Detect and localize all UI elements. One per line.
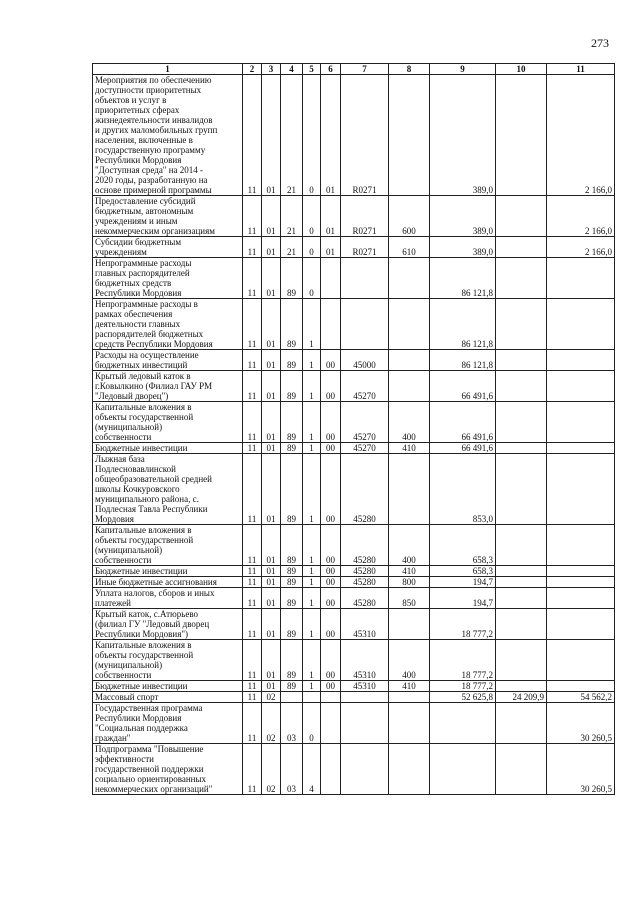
table-row xyxy=(93,609,615,640)
cell-amount-col10 xyxy=(496,744,547,795)
cell-amount-col9: 86 121,8 xyxy=(430,258,496,299)
cell-section: 11 xyxy=(243,443,262,454)
cell-event: 00 xyxy=(321,681,341,692)
cell-section: 11 xyxy=(243,454,262,525)
cell-amount-col9: 52 625,8 xyxy=(430,692,496,703)
table-row xyxy=(93,525,615,566)
cell-name: Капитальные вложения в объекты государственной (муниципальной) собственности xyxy=(93,640,243,681)
cell-section: 11 xyxy=(243,744,262,795)
cell-subsection: 01 xyxy=(262,371,281,402)
cell-program: 21 xyxy=(281,75,303,196)
cell-name: Государственная программа Республики Мордовия "Социальная поддержка граждан" xyxy=(93,703,243,744)
table-row xyxy=(93,350,615,371)
cell-name: Капитальные вложения в объекты государственной (муниципальной) собственности xyxy=(93,402,243,443)
cell-subprogram: 1 xyxy=(303,443,321,454)
cell-event: 01 xyxy=(321,196,341,237)
cell-subsection: 01 xyxy=(262,577,281,588)
cell-amount-col10 xyxy=(496,588,547,609)
cell-name: Подпрограмма "Повышение эффективности государственной поддержки социально ориентированных некоммерческих организаций" xyxy=(93,744,243,795)
cell-subsection: 01 xyxy=(262,237,281,258)
cell-amount-col9: 86 121,8 xyxy=(430,299,496,350)
cell-amount-col10 xyxy=(496,258,547,299)
table-row xyxy=(93,640,615,681)
cell-amount-col10: 24 209,9 xyxy=(496,692,547,703)
cell-amount-col11 xyxy=(547,371,615,402)
column-header: 2 xyxy=(243,64,262,75)
cell-event: 01 xyxy=(321,237,341,258)
cell-amount-col10 xyxy=(496,566,547,577)
table-row xyxy=(93,577,615,588)
cell-amount-col10 xyxy=(496,577,547,588)
cell-event: 00 xyxy=(321,640,341,681)
cell-amount-col11 xyxy=(547,609,615,640)
cell-name: Бюджетные инвестиции xyxy=(93,566,243,577)
cell-section: 11 xyxy=(243,350,262,371)
cell-expense-type: 410 xyxy=(389,566,430,577)
cell-target-article: 45310 xyxy=(341,681,389,692)
cell-amount-col11: 2 166,0 xyxy=(547,75,615,196)
cell-expense-type: 850 xyxy=(389,588,430,609)
cell-subsection: 01 xyxy=(262,609,281,640)
cell-subprogram: 0 xyxy=(303,258,321,299)
cell-program xyxy=(281,692,303,703)
cell-target-article: 45270 xyxy=(341,371,389,402)
cell-expense-type: 800 xyxy=(389,577,430,588)
cell-name: Капитальные вложения в объекты государственной (муниципальной) собственности xyxy=(93,525,243,566)
cell-amount-col10 xyxy=(496,237,547,258)
cell-program: 89 xyxy=(281,299,303,350)
cell-target-article xyxy=(341,299,389,350)
cell-target-article: 45310 xyxy=(341,640,389,681)
cell-program: 03 xyxy=(281,744,303,795)
cell-program: 89 xyxy=(281,681,303,692)
cell-target-article xyxy=(341,258,389,299)
cell-amount-col11 xyxy=(547,402,615,443)
column-header: 5 xyxy=(303,64,321,75)
budget-table xyxy=(92,63,615,795)
cell-subprogram: 1 xyxy=(303,525,321,566)
page-number: 273 xyxy=(591,36,609,50)
table-row xyxy=(93,703,615,744)
table-row xyxy=(93,454,615,525)
cell-expense-type: 600 xyxy=(389,196,430,237)
cell-event: 00 xyxy=(321,454,341,525)
cell-amount-col10 xyxy=(496,371,547,402)
cell-event xyxy=(321,258,341,299)
column-header: 9 xyxy=(430,64,496,75)
cell-amount-col10 xyxy=(496,402,547,443)
cell-event xyxy=(321,692,341,703)
table-row xyxy=(93,443,615,454)
cell-program: 03 xyxy=(281,703,303,744)
cell-program: 21 xyxy=(281,196,303,237)
cell-event: 00 xyxy=(321,371,341,402)
cell-subprogram xyxy=(303,692,321,703)
table-row xyxy=(93,237,615,258)
cell-subsection: 01 xyxy=(262,350,281,371)
cell-name: Крытый каток, с.Атюрьево (филиал ГУ "Ледовый дворец Республики Мордовия") xyxy=(93,609,243,640)
cell-name: Субсидии бюджетным учреждениям xyxy=(93,237,243,258)
cell-expense-type xyxy=(389,692,430,703)
cell-name: Массовый спорт xyxy=(93,692,243,703)
cell-amount-col9: 658,3 xyxy=(430,525,496,566)
cell-amount-col11: 30 260,5 xyxy=(547,744,615,795)
cell-subsection: 02 xyxy=(262,744,281,795)
cell-amount-col10 xyxy=(496,640,547,681)
cell-subprogram: 1 xyxy=(303,640,321,681)
cell-amount-col11 xyxy=(547,525,615,566)
column-header: 6 xyxy=(321,64,341,75)
cell-name: Предоставление субсидий бюджетным, автономным учреждениям и иным некоммерческим организациям xyxy=(93,196,243,237)
cell-event: 00 xyxy=(321,588,341,609)
column-header: 11 xyxy=(547,64,615,75)
cell-amount-col9: 18 777,2 xyxy=(430,609,496,640)
cell-amount-col9 xyxy=(430,744,496,795)
cell-section: 11 xyxy=(243,75,262,196)
cell-expense-type: 610 xyxy=(389,237,430,258)
cell-program: 89 xyxy=(281,566,303,577)
cell-amount-col9: 66 491,6 xyxy=(430,371,496,402)
cell-subsection: 01 xyxy=(262,196,281,237)
cell-amount-col11: 30 260,5 xyxy=(547,703,615,744)
cell-subprogram: 1 xyxy=(303,299,321,350)
cell-amount-col9: 194,7 xyxy=(430,588,496,609)
cell-expense-type xyxy=(389,744,430,795)
cell-program: 89 xyxy=(281,350,303,371)
cell-subprogram: 4 xyxy=(303,744,321,795)
cell-target-article: 45280 xyxy=(341,525,389,566)
column-header: 1 xyxy=(93,64,243,75)
cell-subprogram: 1 xyxy=(303,566,321,577)
table-row xyxy=(93,75,615,196)
cell-expense-type xyxy=(389,609,430,640)
cell-event xyxy=(321,744,341,795)
cell-amount-col10 xyxy=(496,681,547,692)
cell-amount-col11: 54 562,2 xyxy=(547,692,615,703)
cell-subsection: 01 xyxy=(262,454,281,525)
cell-subprogram: 1 xyxy=(303,681,321,692)
table-row xyxy=(93,566,615,577)
table-row xyxy=(93,588,615,609)
cell-program: 89 xyxy=(281,640,303,681)
cell-subprogram: 1 xyxy=(303,371,321,402)
table-row xyxy=(93,196,615,237)
cell-subprogram: 1 xyxy=(303,402,321,443)
cell-subprogram: 1 xyxy=(303,454,321,525)
cell-subprogram: 1 xyxy=(303,350,321,371)
cell-expense-type: 400 xyxy=(389,402,430,443)
column-header: 8 xyxy=(389,64,430,75)
cell-expense-type xyxy=(389,454,430,525)
cell-amount-col11 xyxy=(547,681,615,692)
cell-section: 11 xyxy=(243,692,262,703)
table-row xyxy=(93,258,615,299)
cell-target-article: 45280 xyxy=(341,454,389,525)
cell-event: 00 xyxy=(321,443,341,454)
cell-section: 11 xyxy=(243,703,262,744)
cell-program: 89 xyxy=(281,588,303,609)
cell-name: Крытый ледовый каток в г.Ковылкино (Филиал ГАУ РМ "Ледовый дворец") xyxy=(93,371,243,402)
table-row xyxy=(93,681,615,692)
cell-subsection: 01 xyxy=(262,443,281,454)
cell-amount-col9: 18 777,2 xyxy=(430,640,496,681)
cell-amount-col11 xyxy=(547,454,615,525)
cell-section: 11 xyxy=(243,609,262,640)
cell-amount-col9: 389,0 xyxy=(430,75,496,196)
cell-amount-col11 xyxy=(547,350,615,371)
cell-program: 89 xyxy=(281,454,303,525)
cell-section: 11 xyxy=(243,588,262,609)
table-row xyxy=(93,371,615,402)
cell-subprogram: 0 xyxy=(303,237,321,258)
cell-section: 11 xyxy=(243,402,262,443)
cell-target-article xyxy=(341,703,389,744)
cell-subsection: 01 xyxy=(262,299,281,350)
cell-expense-type xyxy=(389,299,430,350)
cell-program: 89 xyxy=(281,443,303,454)
table-body xyxy=(93,75,615,795)
cell-target-article: R0271 xyxy=(341,196,389,237)
table-row xyxy=(93,692,615,703)
cell-program: 89 xyxy=(281,258,303,299)
table-row xyxy=(93,299,615,350)
cell-event: 00 xyxy=(321,577,341,588)
cell-section: 11 xyxy=(243,681,262,692)
cell-expense-type xyxy=(389,350,430,371)
cell-event: 00 xyxy=(321,350,341,371)
cell-section: 11 xyxy=(243,237,262,258)
cell-subsection: 01 xyxy=(262,402,281,443)
cell-name: Непрограммные расходы главных распорядителей бюджетных средств Республики Мордовия xyxy=(93,258,243,299)
cell-amount-col11 xyxy=(547,299,615,350)
cell-amount-col9: 853,0 xyxy=(430,454,496,525)
cell-subsection: 02 xyxy=(262,703,281,744)
cell-subprogram: 1 xyxy=(303,577,321,588)
cell-amount-col10 xyxy=(496,443,547,454)
cell-program: 89 xyxy=(281,402,303,443)
cell-subsection: 01 xyxy=(262,525,281,566)
cell-subsection: 01 xyxy=(262,681,281,692)
cell-amount-col10 xyxy=(496,525,547,566)
cell-subsection: 01 xyxy=(262,258,281,299)
cell-section: 11 xyxy=(243,299,262,350)
cell-section: 11 xyxy=(243,371,262,402)
cell-subprogram: 1 xyxy=(303,588,321,609)
cell-name: Уплата налогов, сборов и иных платежей xyxy=(93,588,243,609)
cell-amount-col10 xyxy=(496,454,547,525)
cell-section: 11 xyxy=(243,196,262,237)
cell-amount-col11 xyxy=(547,443,615,454)
cell-amount-col11 xyxy=(547,258,615,299)
cell-target-article: 45270 xyxy=(341,443,389,454)
column-header: 10 xyxy=(496,64,547,75)
cell-expense-type: 400 xyxy=(389,525,430,566)
cell-expense-type xyxy=(389,703,430,744)
cell-amount-col9: 66 491,6 xyxy=(430,402,496,443)
cell-amount-col9: 389,0 xyxy=(430,196,496,237)
cell-name: Бюджетные инвестиции xyxy=(93,681,243,692)
cell-amount-col10 xyxy=(496,299,547,350)
cell-name: Бюджетные инвестиции xyxy=(93,443,243,454)
cell-subprogram: 1 xyxy=(303,609,321,640)
cell-program: 21 xyxy=(281,237,303,258)
cell-amount-col9 xyxy=(430,703,496,744)
cell-program: 89 xyxy=(281,577,303,588)
cell-name: Мероприятия по обеспечению доступности приоритетных объектов и услуг в приоритетных сферах жизнедеятельности инвалидов и других маломобильных групп населения, включенные в государственную программу Республики Мордовия "Доступная среда" на 2014 - 2020 годы, разработанную на основе примерной программы xyxy=(93,75,243,196)
cell-expense-type xyxy=(389,75,430,196)
cell-section: 11 xyxy=(243,525,262,566)
cell-target-article: 45280 xyxy=(341,588,389,609)
column-header: 7 xyxy=(341,64,389,75)
cell-section: 11 xyxy=(243,566,262,577)
cell-amount-col10 xyxy=(496,196,547,237)
cell-program: 89 xyxy=(281,371,303,402)
cell-amount-col9: 658,3 xyxy=(430,566,496,577)
cell-amount-col10 xyxy=(496,609,547,640)
cell-program: 89 xyxy=(281,525,303,566)
cell-amount-col10 xyxy=(496,703,547,744)
cell-target-article: R0271 xyxy=(341,237,389,258)
cell-expense-type xyxy=(389,371,430,402)
cell-event xyxy=(321,703,341,744)
cell-name: Непрограммные расходы в рамках обеспечения деятельности главных распорядителей бюджетных средств Республики Мордовия xyxy=(93,299,243,350)
cell-amount-col11: 2 166,0 xyxy=(547,237,615,258)
table-header-row xyxy=(93,64,615,75)
cell-subsection: 01 xyxy=(262,75,281,196)
cell-target-article: 45000 xyxy=(341,350,389,371)
cell-name: Расходы на осуществление бюджетных инвестиций xyxy=(93,350,243,371)
cell-amount-col11 xyxy=(547,577,615,588)
cell-subprogram: 0 xyxy=(303,75,321,196)
cell-name: Лыжная база Подлесновавлинской общеобразовательной средней школы Кочкуровского муниципального района, с. Подлесная Тавла Республики Мордовия xyxy=(93,454,243,525)
table-row xyxy=(93,744,615,795)
cell-amount-col10 xyxy=(496,350,547,371)
cell-subprogram: 0 xyxy=(303,703,321,744)
cell-expense-type xyxy=(389,258,430,299)
cell-expense-type: 400 xyxy=(389,640,430,681)
cell-event: 00 xyxy=(321,402,341,443)
cell-section: 11 xyxy=(243,258,262,299)
cell-expense-type: 410 xyxy=(389,681,430,692)
cell-amount-col11 xyxy=(547,566,615,577)
cell-amount-col9: 389,0 xyxy=(430,237,496,258)
cell-target-article: R0271 xyxy=(341,75,389,196)
cell-amount-col9: 194,7 xyxy=(430,577,496,588)
cell-target-article: 45280 xyxy=(341,566,389,577)
cell-section: 11 xyxy=(243,577,262,588)
cell-event: 00 xyxy=(321,525,341,566)
cell-subsection: 01 xyxy=(262,588,281,609)
cell-amount-col11: 2 166,0 xyxy=(547,196,615,237)
cell-program: 89 xyxy=(281,609,303,640)
cell-event xyxy=(321,299,341,350)
table-row xyxy=(93,402,615,443)
cell-event: 00 xyxy=(321,566,341,577)
column-header: 4 xyxy=(281,64,303,75)
cell-amount-col9: 18 777,2 xyxy=(430,681,496,692)
cell-target-article: 45310 xyxy=(341,609,389,640)
cell-subprogram: 0 xyxy=(303,196,321,237)
cell-subsection: 01 xyxy=(262,566,281,577)
cell-subsection: 01 xyxy=(262,640,281,681)
cell-amount-col9: 86 121,8 xyxy=(430,350,496,371)
cell-amount-col10 xyxy=(496,75,547,196)
cell-amount-col11 xyxy=(547,588,615,609)
cell-subsection: 02 xyxy=(262,692,281,703)
cell-name: Иные бюджетные ассигнования xyxy=(93,577,243,588)
cell-event: 00 xyxy=(321,609,341,640)
cell-target-article xyxy=(341,744,389,795)
cell-section: 11 xyxy=(243,640,262,681)
cell-target-article: 45280 xyxy=(341,577,389,588)
cell-target-article: 45270 xyxy=(341,402,389,443)
column-header: 3 xyxy=(262,64,281,75)
cell-amount-col9: 66 491,6 xyxy=(430,443,496,454)
cell-target-article xyxy=(341,692,389,703)
cell-expense-type: 410 xyxy=(389,443,430,454)
cell-amount-col11 xyxy=(547,640,615,681)
cell-event: 01 xyxy=(321,75,341,196)
